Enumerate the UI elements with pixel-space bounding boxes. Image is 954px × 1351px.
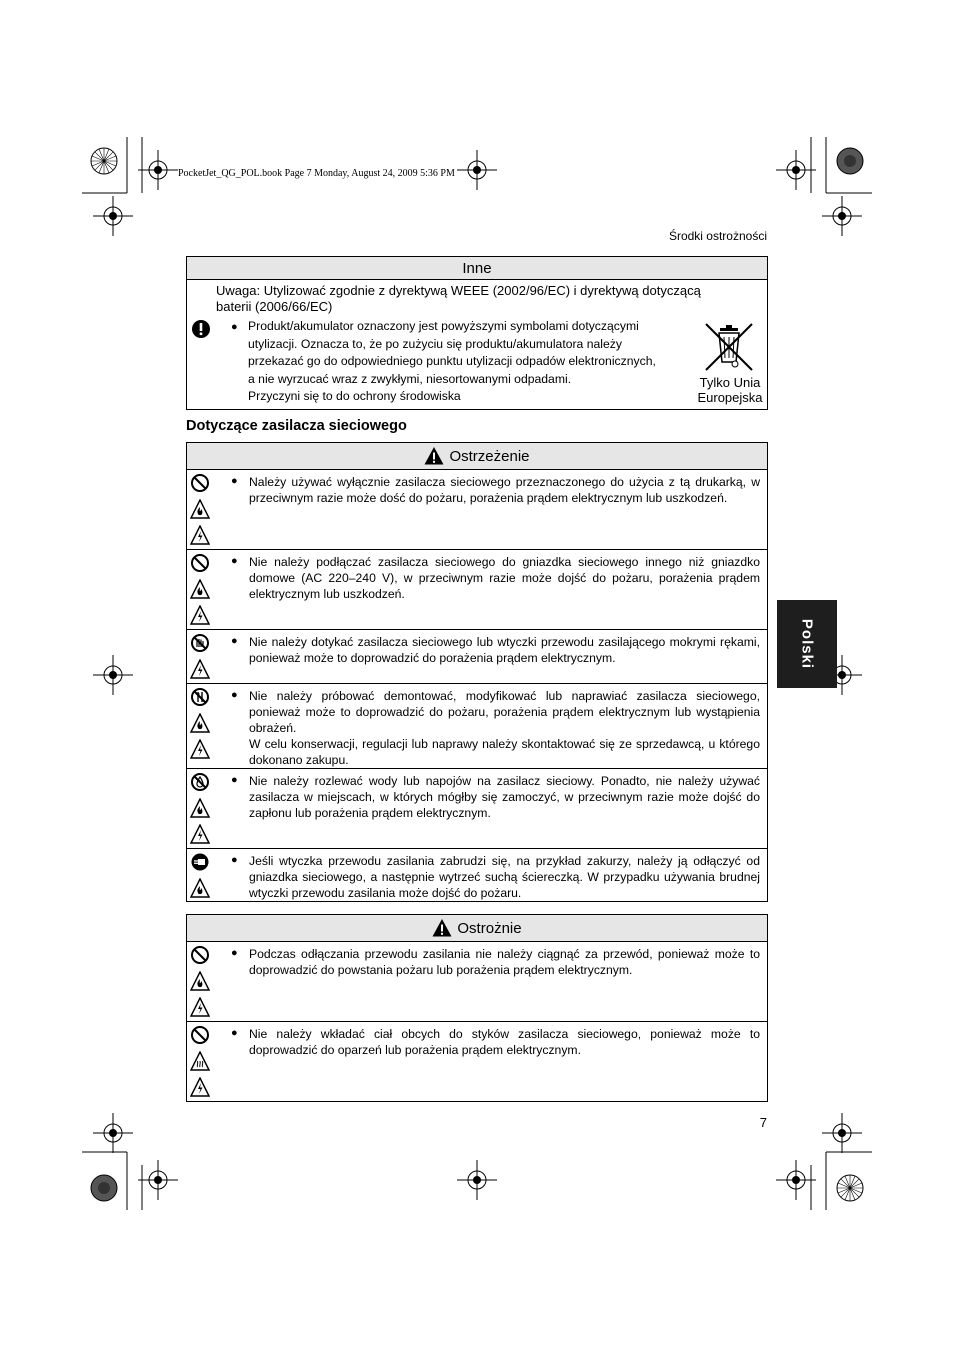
bullet: ● [231, 854, 238, 866]
bullet: ● [231, 947, 238, 959]
caution-text: Podczas odłączania przewodu zasilania nie należy ciągnąć za przewód, ponieważ może to doprowadzić do powstania pożaru lub porażenia prądem elektrycznym. [249, 947, 760, 977]
inne-text-line: przekazać go do odpowiedniego punktu utylizacji odpadów elektronicznych, [248, 354, 656, 369]
warning-row [187, 769, 767, 849]
bullet: ● [231, 321, 238, 333]
prohibited-icon [190, 473, 210, 493]
fire-hazard-icon [190, 579, 210, 599]
prohibited-icon [190, 945, 210, 965]
inne-text-line: a nie wyrzucać wraz z zwykłymi, niesortowanymi odpadami. [248, 371, 572, 386]
warning-triangle-icon [432, 918, 452, 938]
inne-text-line: Przyczyni się to do ochrony środowiska [248, 389, 461, 404]
fire-hazard-icon [190, 499, 210, 519]
fire-hazard-icon [190, 971, 210, 991]
language-tab [777, 600, 837, 688]
fire-hazard-icon [190, 878, 210, 898]
warning-row [187, 684, 767, 769]
caution-box [186, 914, 768, 1102]
warning-text: Nie należy podłączać zasilacza sieciowego do gniazdka sieciowego innego niż gniazdko domowe (AC 220–240 V), w przeciwnym razie może dojść do pożaru, porażenia prądem elektrycznym lub uszkodzeń. [249, 555, 760, 601]
warning-row [187, 470, 767, 550]
hot-surface-icon [190, 1051, 210, 1071]
no-liquid-icon [190, 772, 210, 792]
language-tab-label: Polski [798, 618, 816, 670]
page-number: 7 [759, 1115, 767, 1130]
unplug-icon [190, 852, 210, 872]
caution-row [187, 1022, 767, 1101]
weee-caption-line: Tylko Unia [699, 375, 761, 390]
inne-note-line: Uwaga: Utylizować zgodnie z dyrektywą WEEE (2002/96/EC) i dyrektywą dotyczącą [216, 283, 701, 298]
weee-caption [692, 375, 768, 405]
prohibited-icon [190, 553, 210, 573]
inne-body [187, 280, 767, 409]
inne-note [216, 283, 746, 315]
caution-title: Ostrożnie [457, 919, 522, 937]
warning-text: Nie należy dotykać zasilacza sieciowego lub wtyczki przewodu zasilającego mokrymi rękami, ponieważ może to doprowadzić do porażenia prądem elektrycznym. [249, 635, 760, 665]
inne-text-line: utylizacji. Oznacza to, że po zużyciu się produktu/akumulatora należy [248, 336, 622, 351]
no-disassembly-icon [190, 687, 210, 707]
warning-text: Nie należy próbować demontować, modyfikować lub naprawiać zasilacza sieciowego, ponieważ może to doprowadzić do pożaru, porażenia prądem elektrycznym lub wystąpienia obrażeń. [249, 689, 760, 735]
warning-text: Należy używać wyłącznie zasilacza sieciowego przeznaczonego do użycia z tą drukarką, w przeciwnym razie może dość do pożaru, porażenia prądem elektrycznym lub uszkodzeń. [249, 475, 760, 505]
warning-header [187, 443, 767, 470]
inne-box [186, 256, 768, 410]
bullet: ● [231, 555, 238, 567]
warning-row [187, 630, 767, 684]
no-wet-hands-icon [190, 633, 210, 653]
warning-text: Nie należy rozlewać wody lub napojów na zasilacz sieciowy. Ponadto, nie należy używać zasilacza w miejscach, w których mógłby się zamoczyć, w przeciwnym razie może dojść do zapłonu lub porażenia prądem elektrycznym. [249, 774, 760, 820]
warning-triangle-icon [424, 446, 444, 466]
exclamation-icon [191, 319, 211, 339]
bullet: ● [231, 475, 238, 487]
electric-shock-icon [190, 739, 210, 759]
caution-row [187, 942, 767, 1022]
crossed-bin-icon [702, 320, 756, 374]
warning-row [187, 849, 767, 901]
fire-hazard-icon [190, 713, 210, 733]
bullet: ● [231, 1027, 238, 1039]
warning-title: Ostrzeżenie [449, 447, 530, 465]
warning-text: Jeśli wtyczka przewodu zasilania zabrudzi się, na przykład zakurzy, należy ją odłączyć od gniazdka sieciowego, a następnie wytrzeć suchą ściereczką. W przypadku używania brudnej wtyczki przewodu zasilania może dojść do pożaru. [249, 854, 760, 900]
warning-row [187, 550, 767, 630]
electric-shock-icon [190, 997, 210, 1017]
bullet: ● [231, 635, 238, 647]
electric-shock-icon [190, 605, 210, 625]
caution-text: Nie należy wkładać ciał obcych do styków zasilacza sieciowego, ponieważ może to doprowadzić do oparzeń lub porażenia prądem elektrycznym. [249, 1027, 760, 1057]
electric-shock-icon [190, 525, 210, 545]
prohibited-icon [190, 1025, 210, 1045]
electric-shock-icon [190, 1077, 210, 1097]
inne-text-line: Produkt/akumulator oznaczony jest powyższymi symbolami dotyczącymi [248, 319, 639, 333]
section-header: Środki ostrożności [668, 229, 767, 243]
electric-shock-icon [190, 659, 210, 679]
inne-note-line: baterii (2006/66/EC) [216, 299, 333, 314]
warning-box [186, 442, 768, 902]
section-subheading: Dotyczące zasilacza sieciowego [186, 418, 407, 434]
electric-shock-icon [190, 824, 210, 844]
bullet: ● [231, 774, 238, 786]
fire-hazard-icon [190, 798, 210, 818]
weee-caption-line: Europejska [697, 390, 763, 405]
book-header: PocketJet_QG_POL.book Page 7 Monday, August 24, 2009 5:36 PM [178, 168, 455, 179]
caution-header [187, 915, 767, 942]
inne-bullet-text [248, 318, 678, 406]
inne-title: Inne [187, 257, 767, 280]
bullet: ● [231, 689, 238, 701]
warning-text: W celu konserwacji, regulacji lub naprawy należy skontaktować się ze sprzedawcą, u którego dokonano zakupu. [249, 737, 760, 767]
